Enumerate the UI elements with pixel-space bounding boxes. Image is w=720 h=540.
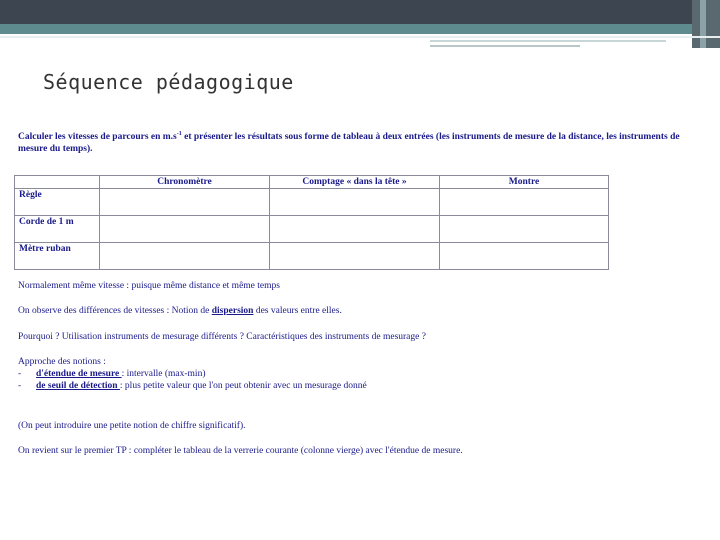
header-bar-dark [0,0,720,24]
text-line [18,306,342,316]
table-cell [440,216,609,243]
table-cell [440,189,609,216]
intro-text-1: Calculer les vitesses de parcours en m.s [18,132,177,143]
intro-superscript: -1 [176,131,182,137]
text-line: Approche des notions : [18,357,106,367]
text-segment: : intervalle (max-min) [121,369,206,379]
underlined-term: dispersion [211,306,254,316]
intro-text-2: et présenter les résultats sous forme de tableau à deux entrées (les instruments de mesure de la distance, les instruments de mesure du temps). [18,132,680,155]
text-segment: On observe des différences de vitesses : Notion de [18,306,212,316]
table-cell [440,243,609,270]
slide-title: Séquence pédagogique [43,70,294,94]
text-line: (On peut introduire une petite notion de chiffre significatif). [18,421,246,431]
table-header-cell: Montre [440,176,609,189]
header-accent-block [692,0,720,48]
table-row [15,189,609,216]
table-cell [100,243,270,270]
text-line: Pourquoi ? Utilisation instruments de mesurage différents ? Caractéristiques des instruments de mesurage ? [18,332,426,342]
table-row [15,216,609,243]
text-line: On revient sur le premier TP : compléter le tableau de la verrerie courante (colonne vierge) avec l'étendue de mesure. [18,446,463,456]
measurement-table [14,175,609,270]
table-header-cell [15,176,100,189]
underlined-term: d'étendue de mesure [36,369,122,379]
header-accent-stripe [700,0,706,48]
text-line: Normalement même vitesse : puisque même distance et même temps [18,281,280,291]
decorative-line [430,45,580,47]
bullet-item [36,369,205,379]
bullet-dash: - [18,369,22,379]
intro-paragraph [18,128,690,155]
bullet-item [36,381,367,391]
underlined-term: de seuil de détection [36,381,120,391]
table-row-label: Corde de 1 m [15,216,100,243]
table-header-row [15,176,609,189]
decorative-line [0,36,720,38]
table-header-cell: Comptage « dans la tête » [270,176,440,189]
table-cell [270,189,440,216]
table-header-cell: Chronomètre [100,176,270,189]
table-cell [100,189,270,216]
bullet-dash: - [18,381,22,391]
text-segment: des valeurs entre elles. [253,306,342,316]
decorative-line [430,40,666,42]
table-cell [100,216,270,243]
table-row [15,243,609,270]
table-cell [270,243,440,270]
table-row-label: Mètre ruban [15,243,100,270]
header-bar-teal [0,24,720,34]
document-intro [18,128,690,155]
text-segment: : plus petite valeur que l'on peut obtenir avec un mesurage donné [119,381,367,391]
table-cell [270,216,440,243]
table-row-label: Règle [15,189,100,216]
